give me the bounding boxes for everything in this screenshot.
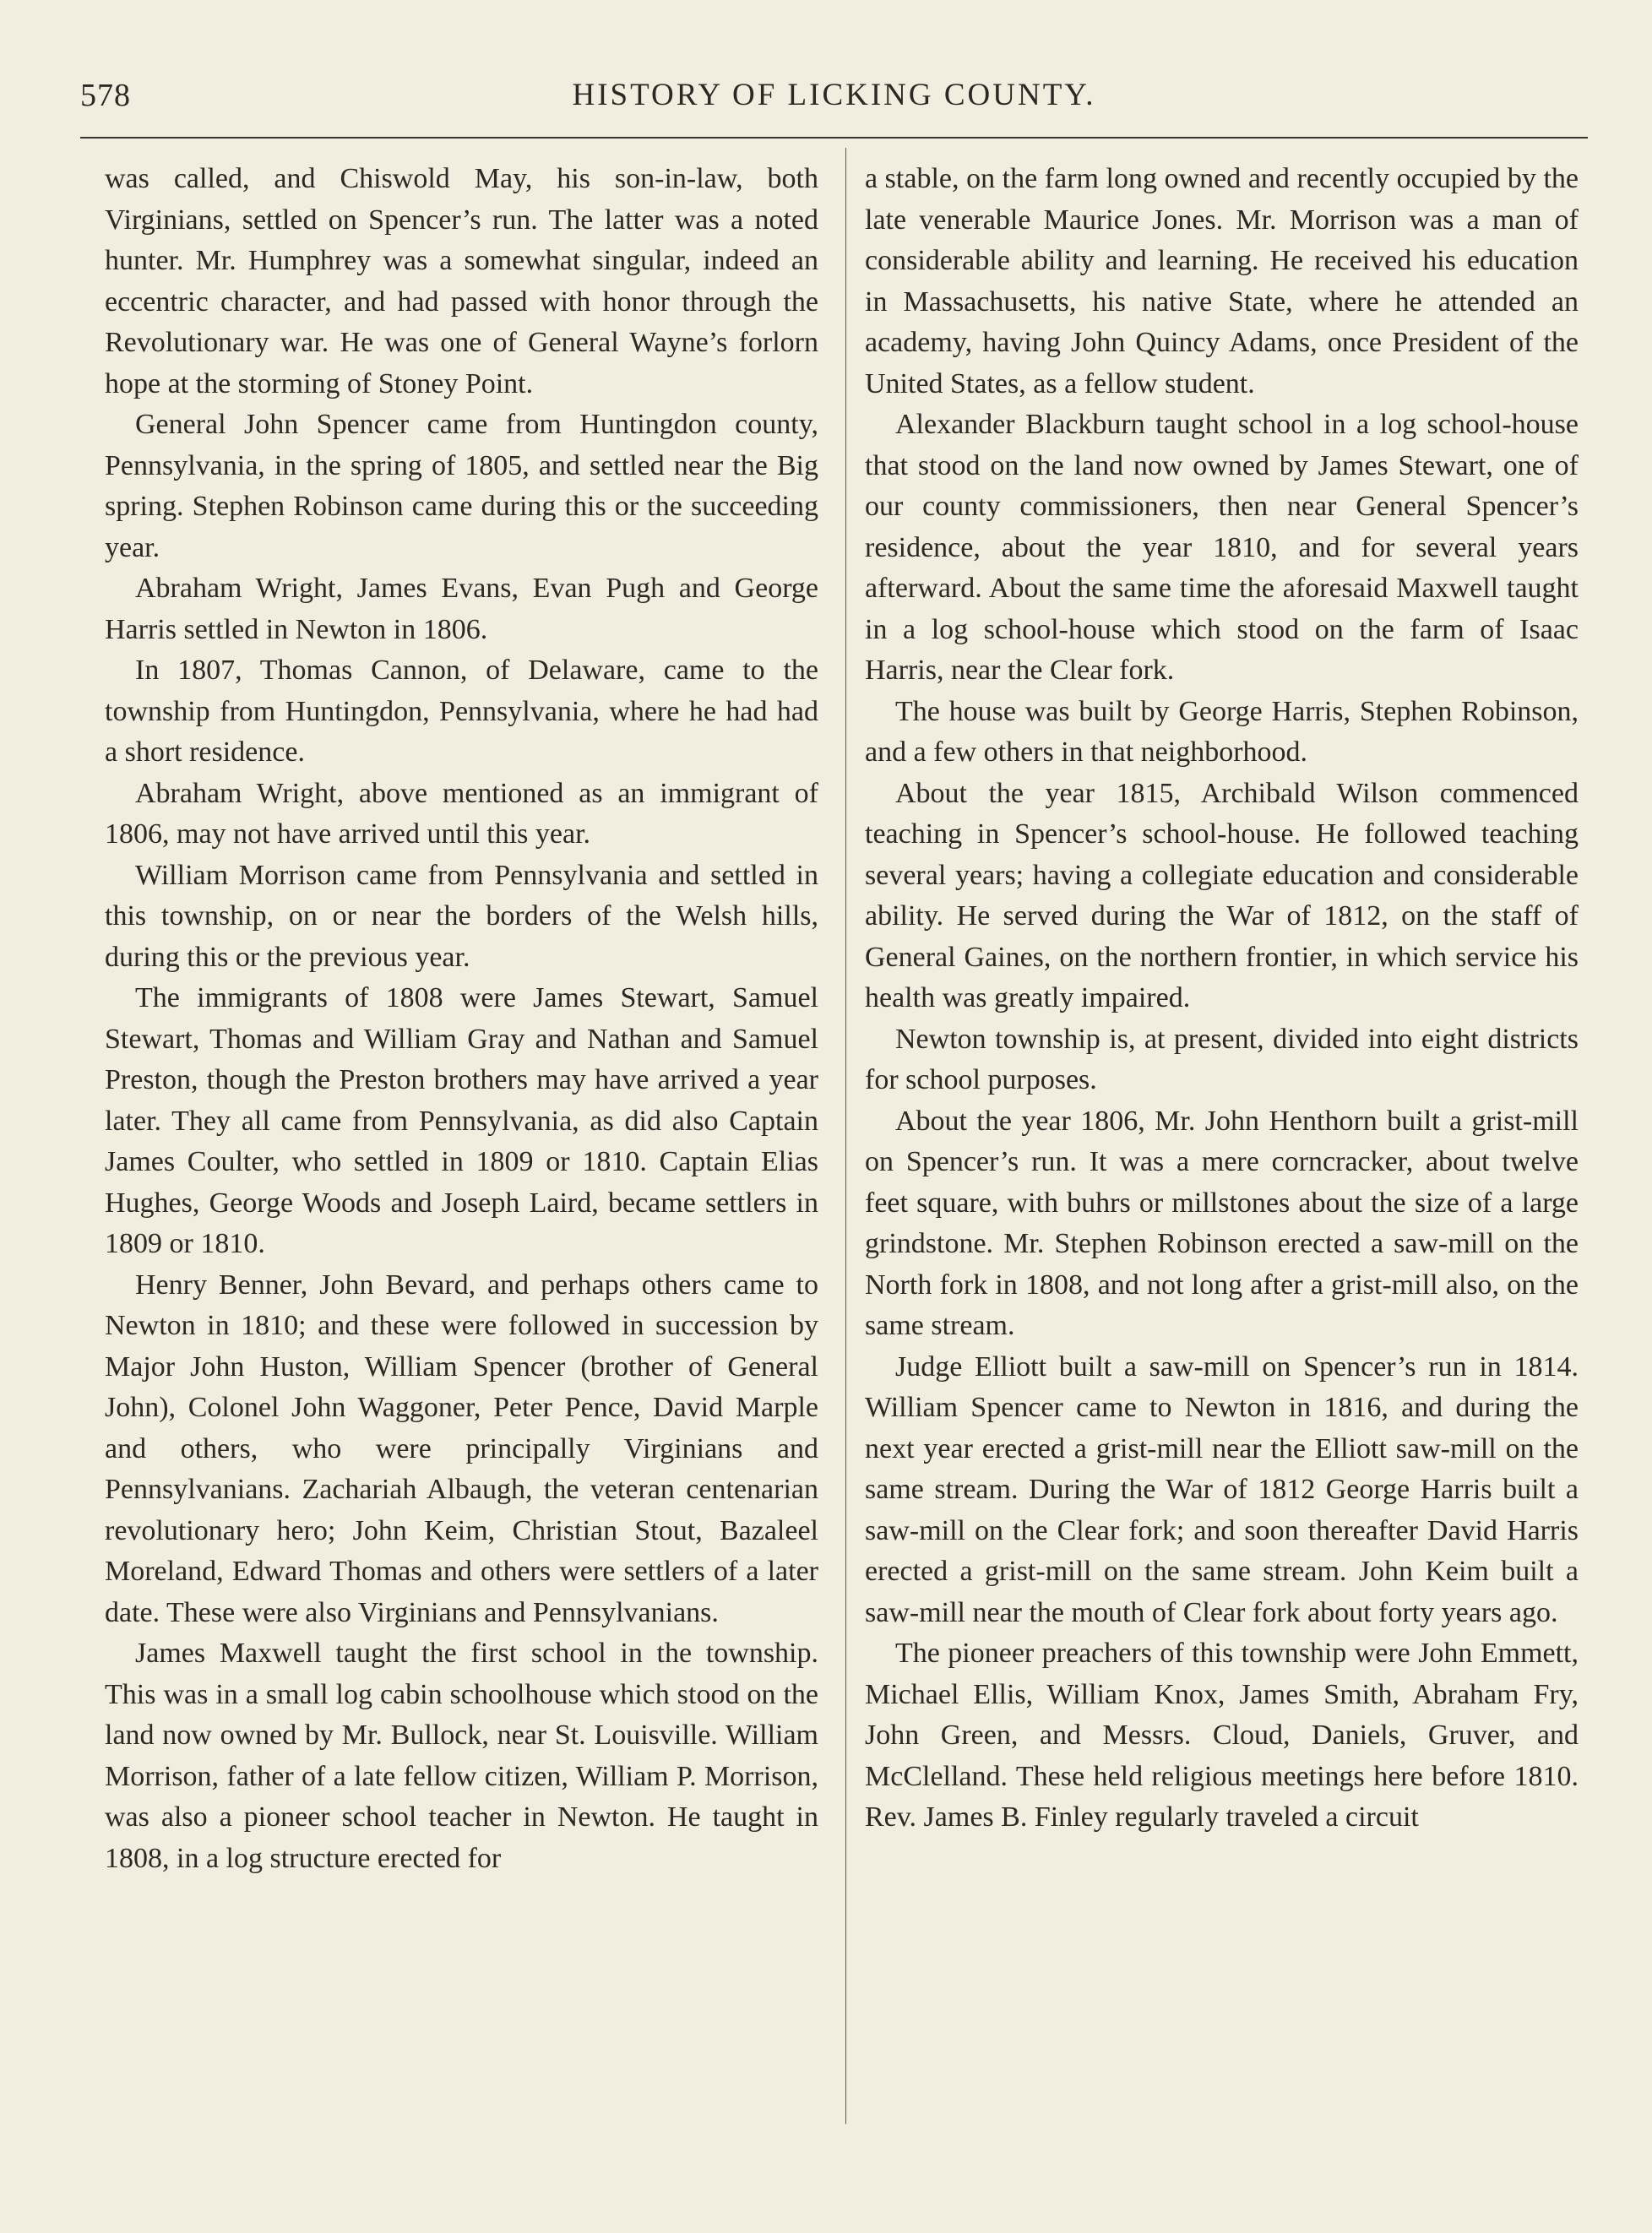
- paragraph: William Morrison came from Pennsylvania and settled in this township, on or near the borders of the Welsh hills, during this or the previous year.: [105, 859, 818, 973]
- paragraph: Henry Benner, John Bevard, and perhaps others came to Newton in 1810; and these were followed in succession by Major John Huston, William Spencer (brother of General John), Colonel John Waggoner, Peter Pence, David Marple and others, who were principally Virginians and Pennsylvanians. Zachariah Albaugh, the veteran centenarian revolutionary hero; John Keim, Christian Stout, Bazaleel Moreland, Edward Thomas and others were settlers of a later date. These were also Virginians and Pennsylvanians.: [105, 1269, 818, 1628]
- paragraph: About the year 1806, Mr. John Henthorn built a grist-mill on Spencer’s run. It was a mere corncracker, about twelve feet square, with buhrs or millstones about the size of a large grindstone. Mr. Stephen Robinson erected a saw-mill on the North fork in 1808, and not long after a grist-mill also, on the same stream.: [865, 1105, 1579, 1341]
- page-header: [80, 74, 1588, 117]
- paragraph: Abraham Wright, James Evans, Evan Pugh and George Harris settled in Newton in 1806.: [105, 573, 818, 645]
- right-column: [865, 159, 1579, 1839]
- paragraph: In 1807, Thomas Cannon, of Delaware, came to the township from Huntingdon, Pennsylvania, where he had had a short residence.: [105, 655, 818, 768]
- paragraph-continuation: a stable, on the farm long owned and recently occupied by the late venerable Maurice Jones. Mr. Morrison was a man of considerable ability and learning. He received his education in Massachusetts, his native State, where he attended an academy, having John Quincy Adams, once President of the United States, as a fellow student.: [865, 163, 1579, 399]
- header-rule: [80, 137, 1588, 139]
- left-column: [105, 159, 818, 1879]
- paragraph: Newton township is, at present, divided into eight districts for school purposes.: [865, 1023, 1579, 1095]
- column-divider: [845, 148, 846, 2124]
- paragraph: The pioneer preachers of this township were John Emmett, Michael Ellis, William Knox, James Smith, Abraham Fry, John Green, and Messrs. Cloud, Daniels, Gruver, and McClelland. These held religious meetings here before 1810. Rev. James B. Finley regularly traveled a circuit: [865, 1638, 1579, 1833]
- paragraph: General John Spencer came from Huntingdon county, Pennsylvania, in the spring of 1805, and settled near the Big spring. Stephen Robinson came during this or the succeeding year.: [105, 409, 818, 563]
- paragraph: Abraham Wright, above mentioned as an immigrant of 1806, may not have arrived until this year.: [105, 777, 818, 850]
- paragraph: James Maxwell taught the first school in the township. This was in a small log cabin schoolhouse which stood on the land now owned by Mr. Bullock, near St. Louisville. William Morrison, father of a late fellow citizen, William P. Morrison, was also a pioneer school teacher in Newton. He taught in 1808, in a log structure erected for: [105, 1638, 818, 1874]
- running-title: HISTORY OF LICKING COUNTY.: [572, 78, 1096, 112]
- paragraph: was called, and Chiswold May, his son-in-law, both Virginians, settled on Spencer’s run. The latter was a noted hunter. Mr. Humphrey was a somewhat singular, indeed an eccentric character, and had passed with honor through the Revolutionary war. He was one of General Wayne’s forlorn hope at the storming of Stoney Point.: [105, 163, 818, 399]
- paragraph: The house was built by George Harris, Stephen Robinson, and a few others in that neighborhood.: [865, 695, 1579, 768]
- paragraph: Judge Elliott built a saw-mill on Spencer’s run in 1814. William Spencer came to Newton in 1816, and during the next year erected a grist-mill near the Elliott saw-mill on the same stream. During the War of 1812 George Harris built a saw-mill on the Clear fork; and soon thereafter David Harris erected a grist-mill on the same stream. John Keim built a saw-mill near the mouth of Clear fork about forty years ago.: [865, 1350, 1579, 1628]
- paragraph: Alexander Blackburn taught school in a log school-house that stood on the land now owned by James Stewart, one of our county commissioners, then near General Spencer’s residence, about the year 1810, and for several years afterward. About the same time the aforesaid Maxwell taught in a log school-house which stood on the farm of Isaac Harris, near the Clear fork.: [865, 409, 1579, 686]
- paragraph: The immigrants of 1808 were James Stewart, Samuel Stewart, Thomas and William Gray and Nathan and Samuel Preston, though the Preston brothers may have arrived a year later. They all came from Pennsylvania, as did also Captain James Coulter, who settled in 1809 or 1810. Captain Elias Hughes, George Woods and Joseph Laird, became settlers in 1809 or 1810.: [105, 982, 818, 1259]
- paragraph: About the year 1815, Archibald Wilson commenced teaching in Spencer’s school-house. He followed teaching several years; having a collegiate education and considerable ability. He served during the War of 1812, on the staff of General Gaines, on the northern frontier, in which service his health was greatly impaired.: [865, 777, 1579, 1013]
- page-number: 578: [80, 78, 131, 113]
